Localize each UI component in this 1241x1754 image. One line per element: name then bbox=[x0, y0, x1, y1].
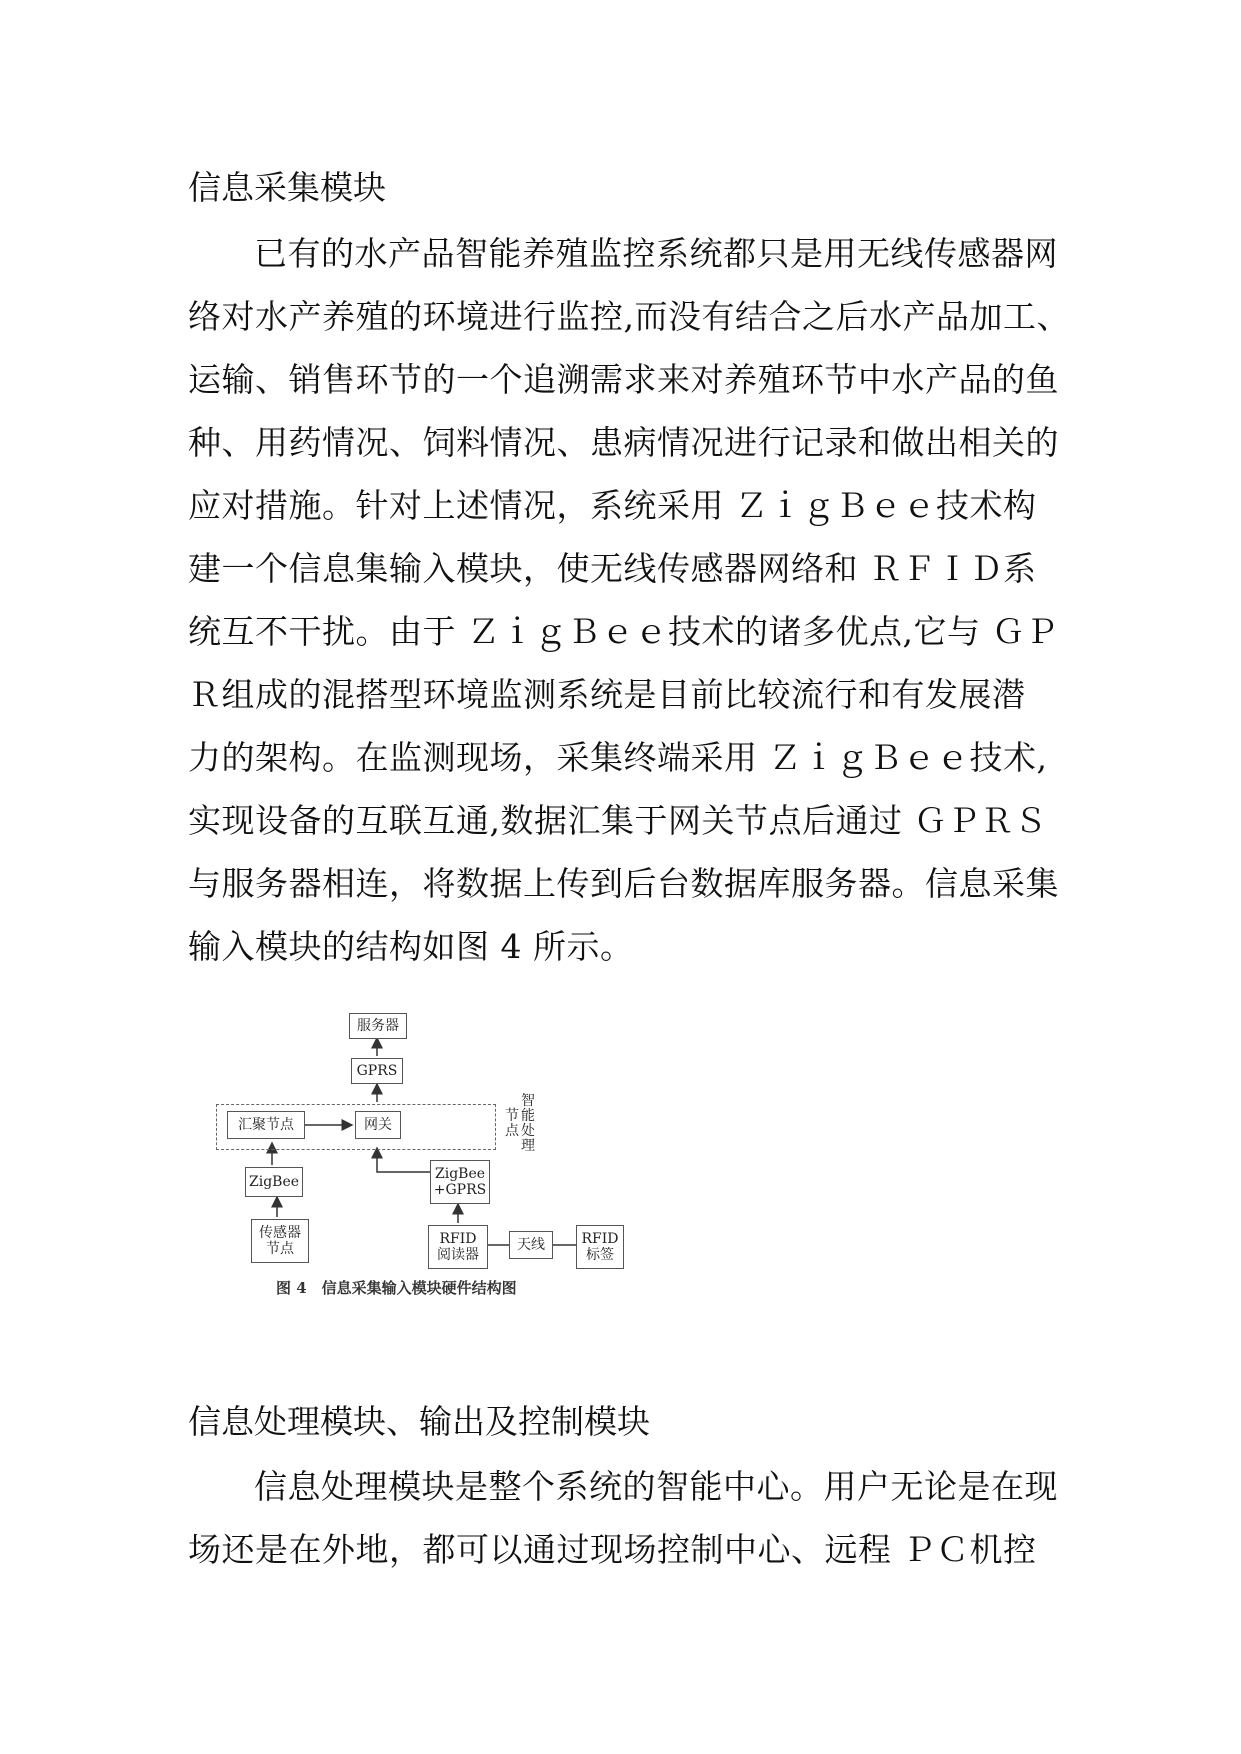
paragraph-line: 种、用药情况、饲料情况、患病情况进行记录和做出相关的 bbox=[188, 423, 1059, 462]
rfid-tag-box bbox=[576, 1225, 624, 1269]
antenna-box: 天线 bbox=[509, 1231, 553, 1259]
zigbee-box: ZigBee bbox=[245, 1167, 303, 1197]
paragraph-line: 已有的水产品智能养殖监控系统都只是用无线传感器网 bbox=[254, 234, 1058, 273]
zigbee-gprs-label-1: ZigBee bbox=[434, 1166, 486, 1182]
paragraph-line: 运输、销售环节的一个追溯需求来对养殖环节中水产品的鱼 bbox=[188, 360, 1059, 399]
paragraph-line: 力的架构。在监测现场，采集终端采用 ＺｉｇＢｅｅ技术, bbox=[188, 738, 1048, 777]
paragraph-line: 场还是在外地，都可以通过现场控制中心、远程 ＰＣ机控 bbox=[188, 1530, 1037, 1569]
paragraph-line: Ｒ组成的混搭型环境监测系统是目前比较流行和有发展潜 bbox=[188, 675, 1026, 714]
zigbee-gprs-box bbox=[430, 1160, 490, 1204]
section-heading: 信息采集模块 bbox=[188, 168, 386, 207]
paragraph-line: 输入模块的结构如图 4 所示。 bbox=[188, 927, 634, 966]
paragraph-line: 实现设备的互联互通,数据汇集于网关节点后通过 ＧＰＲＳ bbox=[188, 801, 1048, 840]
paragraph-line: 络对水产养殖的环境进行监控,而没有结合之后水产品加工、 bbox=[188, 297, 1070, 336]
sensor-label-1: 传感器 bbox=[259, 1225, 301, 1241]
rfid-reader-label-2: 阅读器 bbox=[437, 1247, 479, 1263]
sensor-label-2: 节点 bbox=[266, 1241, 294, 1257]
gateway-box: 网关 bbox=[355, 1111, 401, 1139]
node-vertical-label: 节 点 bbox=[505, 1108, 519, 1139]
sensor-node-box bbox=[251, 1219, 309, 1263]
paragraph-line: 信息处理模块是整个系统的智能中心。用户无论是在现 bbox=[254, 1467, 1058, 1506]
sink-node-box: 汇聚节点 bbox=[227, 1111, 305, 1139]
paragraph-line: 应对措施。针对上述情况，系统采用 ＺｉｇＢｅｅ技术构 bbox=[188, 486, 1037, 525]
section-heading: 信息处理模块、输出及控制模块 bbox=[188, 1402, 650, 1441]
gprs-box: GPRS bbox=[351, 1058, 403, 1084]
figure-caption: 图 4 信息采集输入模块硬件结构图 bbox=[276, 1279, 517, 1297]
paragraph-line: 统互不干扰。由于 ＺｉｇＢｅｅ技术的诸多优点,它与 ＧＰ bbox=[188, 612, 1059, 651]
rfid-reader-label-1: RFID bbox=[439, 1231, 477, 1247]
smart-processing-vertical-label: 智 能 处 理 bbox=[521, 1093, 535, 1154]
rfid-tag-label-2: 标签 bbox=[586, 1247, 614, 1263]
server-box: 服务器 bbox=[349, 1013, 407, 1039]
rfid-reader-box bbox=[428, 1225, 488, 1269]
zigbee-gprs-label-2: +GPRS bbox=[433, 1182, 487, 1198]
rfid-tag-label-1: RFID bbox=[581, 1231, 619, 1247]
paragraph-line: 建一个信息集输入模块，使无线传感器网络和 ＲＦＩＤ系 bbox=[188, 549, 1037, 588]
paragraph-line: 与服务器相连，将数据上传到后台数据库服务器。信息采集 bbox=[188, 864, 1059, 903]
